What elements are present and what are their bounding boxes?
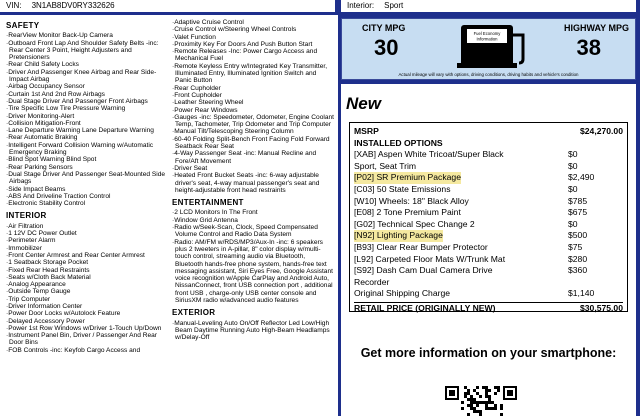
pump-text-2: Information [476, 36, 498, 42]
feature-item: · Dual Stage Driver And Passenger Seat-Mounted Side Airbags [6, 171, 166, 186]
safety-title: SAFETY [6, 21, 40, 30]
option-label: [B93] Clear Rear Bumper Protector [354, 241, 488, 252]
option-row [354, 219, 623, 231]
feature-item: · Intelligent Forward Collision Warning w/Automatic Emergency Braking [6, 142, 166, 157]
msrp-value: $24,270.00 [579, 126, 623, 136]
feature-item: · Power 1st Row Windows w/Driver 1-Touch Up/Down [6, 325, 166, 332]
option-row [354, 242, 623, 254]
option-price: $360 [568, 265, 588, 276]
retail-price-row [354, 302, 623, 315]
feature-item: · Rear Child Safety Locks [6, 61, 166, 68]
option-row [354, 207, 623, 219]
interior-title: INTERIOR [6, 211, 47, 221]
features-column-right [172, 17, 334, 341]
feature-item: · Analog Appearance [6, 281, 166, 288]
vin-label: VIN: [6, 1, 22, 10]
option-row [354, 172, 623, 184]
smartphone-cta: Get more information on your smartphone: [360, 346, 617, 360]
feature-item: · 4-Way Passenger Seat -inc: Manual Recline and Fore/Aft Movement [172, 150, 334, 165]
feature-item: · Driver Monitoring-Alert [6, 113, 166, 120]
option-label: [E08] 2 Tone Premium Paint [354, 207, 461, 218]
top-bar [0, 0, 640, 13]
retail-price-label: RETAIL PRICE (ORIGINALLY NEW) [354, 302, 496, 313]
feature-item: · Instrument Panel Bin, Driver / Passenger And Rear Door Bins [6, 332, 166, 347]
option-label: [W10] Wheels: 18" Black Alloy [354, 195, 469, 206]
safety-list [6, 32, 166, 207]
pump-text-1: Fuel Economy [473, 31, 501, 36]
feature-item: · 2 LCD Monitors In The Front [172, 209, 334, 216]
price-table [349, 122, 628, 312]
feature-item: · Seats w/Cloth Back Material [6, 274, 166, 281]
feature-item: · Remote Keyless Entry w/Integrated Key Transmitter, Illuminated Entry, Illuminated Ignition Switch and Panic Button [172, 63, 334, 85]
highway-mpg-label: HIGHWAY MPG [563, 23, 629, 33]
option-label: [N92] Lighting Package [354, 230, 443, 241]
feature-item: · Front Cupholder [172, 92, 334, 99]
option-price: $675 [568, 207, 588, 218]
feature-item: · Air Filtration [6, 223, 166, 230]
feature-item: · Manual-Leveling Auto On/Off Reflector Led Low/High Beam Daytime Running Auto High-Beam Headlamps w/Delay-Off [172, 320, 334, 342]
feature-item: · Fixed Rear Head Restraints [6, 267, 166, 274]
option-label: [P02] SR Premium Package [354, 172, 461, 183]
feature-item: · Blind Spot Warning Blind Spot [6, 156, 166, 163]
feature-item: · Electronic Stability Control [6, 200, 166, 207]
option-label: [XAB] Aspen White Tricoat/Super Black [354, 149, 504, 160]
feature-item: · Collision Mitigation-Front [6, 120, 166, 127]
option-price: $1,140 [568, 288, 595, 299]
msrp-label: MSRP [354, 126, 379, 136]
option-price: $0 [568, 218, 578, 229]
feature-item: · 1 12V DC Power Outlet [6, 230, 166, 237]
feature-item: · Side Impact Beams [6, 186, 166, 193]
feature-item: · Outside Temp Gauge [6, 288, 166, 295]
feature-item: · Remote Releases -Inc: Power Cargo Access and Mechanical Fuel [172, 48, 334, 63]
entertainment-title: ENTERTAINMENT [172, 198, 244, 208]
msrp-row [354, 126, 623, 138]
condition-title: New [346, 94, 381, 113]
city-mpg-label: CITY MPG [362, 23, 406, 33]
feature-item: · Cruise Control w/Steering Wheel Controls [172, 26, 334, 33]
feature-item: · 1 Seatback Storage Pocket [6, 259, 166, 266]
mpg-disclaimer: Actual mileage will vary with options, driving conditions, driving habits and vehicle's condition [398, 72, 579, 77]
feature-item: · Adaptive Cruise Control [172, 19, 334, 26]
feature-item: · Rear Parking Sensors [6, 164, 166, 171]
option-price: $2,490 [568, 172, 595, 183]
options-list [354, 149, 623, 300]
option-label: [L92] Carpeted Floor Mats W/Trunk Mat [354, 253, 506, 264]
feature-item: · Heated Front Bucket Seats -inc: 6-way adjustable driver's seat, 4-way manual passenger's seat and height-adjustable front head restraints [172, 172, 334, 194]
entertainment-list [172, 209, 334, 304]
interior-value: Sport [384, 1, 404, 10]
feature-item: · Tire Specific Low Tire Pressure Warning [6, 105, 166, 112]
vin-value: 3N1AB8DV0RY332626 [31, 1, 115, 10]
option-price: $0 [568, 160, 578, 171]
feature-item: · Driver Seat [172, 165, 334, 172]
feature-item: · Gauges -inc: Speedometer, Odometer, Engine Coolant Temp, Tachometer, Trip Odometer and Trip Computer [172, 114, 334, 129]
feature-item: · FOB Controls -inc: Keyfob Cargo Access and [6, 347, 166, 354]
page-border [636, 0, 640, 416]
feature-item: · RearView Monitor Back-Up Camera [6, 32, 166, 39]
feature-item: · Driver Information Center [6, 303, 166, 310]
option-price: $0 [568, 183, 578, 194]
retail-price-value: $30,575.00 [579, 302, 623, 313]
option-row [354, 265, 623, 277]
feature-item: · ABS And Driveline Traction Control [6, 193, 166, 200]
option-label: Recorder [354, 276, 390, 287]
feature-item: · Leather Steering Wheel [172, 99, 334, 106]
feature-item: · Outboard Front Lap And Shoulder Safety Belts -inc: Rear Center 3 Point, Height Adjusters and Pretensioners [6, 40, 166, 62]
option-price: $0 [568, 149, 578, 160]
option-label: [S92] Dash Cam Dual Camera Drive [354, 265, 493, 276]
feature-item: · Delayed Accessory Power [6, 318, 166, 325]
option-label: [C03] 50 State Emissions [354, 183, 451, 194]
option-row [354, 161, 623, 173]
mpg-panel [341, 18, 636, 80]
option-price: $785 [568, 195, 588, 206]
features-column-left [6, 17, 166, 354]
option-price: $280 [568, 253, 588, 264]
feature-item: · Rear Cupholder [172, 85, 334, 92]
highway-mpg-value: 38 [576, 35, 601, 60]
feature-item: · Radio: AM/FM w/RDS/MP3/Aux-In -inc: 6 speakers plus 2 tweeters in A-pillar, 8" color display w/multi-touch control, streaming audio via Bluetooth, Bluetooth hands-free phone system, hands-free text messaging assistant, Siri Eyes Free, Google Assistant voice recognition w/Apple CarPlay and Android Auto, NissanConnect, front USB connection port , additional front USB , charge-only USB center console and SiriusXM radio w/advanced audio features [172, 239, 334, 305]
interior-list [6, 223, 166, 354]
feature-item: · Radio w/Seek-Scan, Clock, Speed Compensated Volume Control and Radio Data System [172, 224, 334, 239]
installed-options-label: INSTALLED OPTIONS [354, 137, 443, 148]
feature-item: · Trip Computer [6, 296, 166, 303]
option-row [354, 288, 623, 300]
features-panel [0, 15, 338, 416]
interior-field [341, 0, 636, 12]
option-row [354, 184, 623, 196]
option-label: Original Shipping Charge [354, 288, 451, 299]
fuel-pump-icon [453, 23, 533, 69]
exterior-list [172, 320, 334, 342]
option-row [354, 254, 623, 266]
option-row [354, 277, 623, 289]
feature-item: · Proximity Key For Doors And Push Button Start [172, 41, 334, 48]
feature-item: · Perimeter Alarm [6, 237, 166, 244]
city-mpg-value: 30 [374, 35, 399, 60]
feature-item: · Immobilizer [6, 245, 166, 252]
feature-item: · 60-40 Folding Split-Bench Front Facing Fold Forward Seatback Rear Seat [172, 136, 334, 151]
option-price: $75 [568, 241, 583, 252]
price-sticker [341, 84, 636, 416]
vin-field [0, 0, 335, 12]
feature-item: · Valet Function [172, 34, 334, 41]
feature-item: · Rear Automatic Braking [6, 134, 166, 141]
feature-item: · Power Door Locks w/Autolock Feature [6, 310, 166, 317]
feature-item: · Manual Tilt/Telescoping Steering Column [172, 128, 334, 135]
option-row [354, 149, 623, 161]
feature-item: · Dual Stage Driver And Passenger Front Airbags [6, 98, 166, 105]
installed-options-row [354, 138, 623, 150]
option-label: Sport, Seat Trim [354, 160, 417, 171]
feature-item: · Power Rear Windows [172, 107, 334, 114]
interior-cont-list [172, 19, 334, 194]
option-label: [G02] Technical Spec Change 2 [354, 218, 475, 229]
option-row [354, 196, 623, 208]
interior-label: Interior: [347, 1, 375, 10]
feature-item: · Driver And Passenger Knee Airbag and Rear Side-Impact Airbag [6, 69, 166, 84]
feature-item: · Airbag Occupancy Sensor [6, 83, 166, 90]
feature-item: · Lane Departure Warning Lane Departure Warning [6, 127, 166, 134]
option-price: $500 [568, 230, 588, 241]
feature-item: · Curtain 1st And 2nd Row Airbags [6, 91, 166, 98]
feature-item: · Window Grid Antenna [172, 217, 334, 224]
qr-code-icon[interactable] [443, 384, 519, 416]
option-row [354, 230, 623, 242]
option-price [568, 277, 623, 289]
exterior-title: EXTERIOR [172, 308, 216, 318]
feature-item: · Front Center Armrest and Rear Center Armrest [6, 252, 166, 259]
